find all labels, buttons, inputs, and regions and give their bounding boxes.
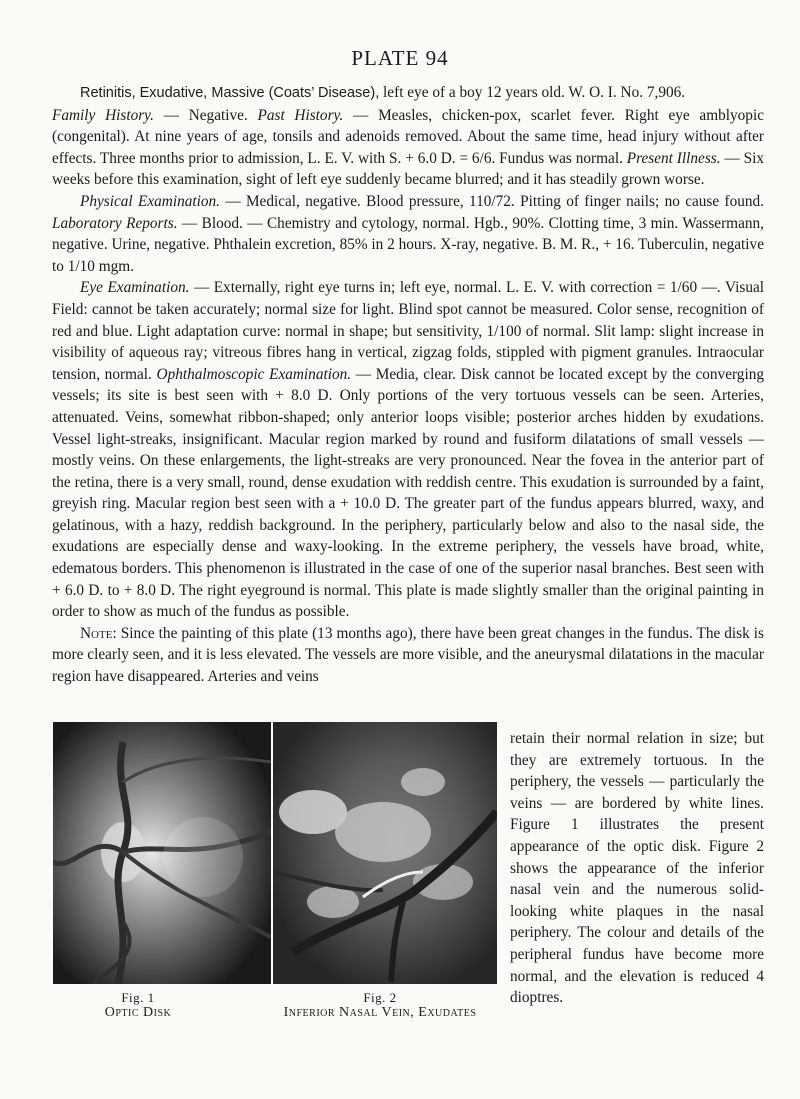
figure-1-title: Optic Disk <box>104 1005 172 1020</box>
case-heading-rest: left eye of a boy 12 years old. W. O. I. No. 7,906. <box>379 84 686 101</box>
note-text: : Since the painting of this plate (13 months ago), there have been great changes in the fundus. The disk is more clearly seen, and it is less elevated. The vessels are more visible, and the aneurysmal dilatations in the macular region have disappeared. Arteries and veins <box>52 624 764 686</box>
note-label: Note <box>80 624 113 642</box>
figure-1-caption <box>53 990 223 1020</box>
past-history-text: — Measles, chicken-pox, scarlet fever. Right eye amblyopic (congenital). At nine years of age, tonsils and adenoids removed. About the same time, head injury without after effects. Three months prior to admission, L. E. V. with S. + 6.0 D. = 6/6. Fundus was normal. <box>52 106 764 167</box>
case-heading: Retinitis, Exudative, Massive (Coats’ Disease), <box>80 85 380 101</box>
eye-exam-paragraph <box>52 277 764 623</box>
lab-reports-text: — Blood. — Chemistry and cytology, normal. Hgb., 90%. Clotting time, 3 min. Wassermann, negative. Urine, negative. Phthalein excretion, 85% in 2 hours. X-ray, negative. B. M. R., + 16. Tuberculin, negative to 1/10 mgm. <box>52 214 764 275</box>
physical-exam-label: Physical Examination. <box>80 192 220 210</box>
ophthalmoscopic-label: Ophthalmoscopic Examination. <box>156 365 352 383</box>
eye-exam-label: Eye Examination. <box>80 279 190 297</box>
physical-exam-paragraph <box>52 191 764 277</box>
note-paragraph <box>52 623 764 688</box>
lab-reports-label: Laboratory Reports. <box>52 214 178 232</box>
figure-2-number: Fig. 2 <box>363 990 397 1005</box>
ophthalmoscopic-text: — Media, clear. Disk cannot be located except by the converging vessels; its site is best seen with + 8.0 D. Only portions of the very tortuous vessels can be seen. Arteries, attenuated. Veins, somewhat ribbon-shaped; only anterior loops visible; posterior arches hidden by exudations. Vessel light-streaks, insignificant. Macular region marked by round and fusiform dilatations of small vessels — mostly veins. On these enlargements, the light-streaks are very pronounced. Near the fovea in the anterior part of the retina, there is a very small, round, dense exudation with reddish centre. This exudation is surrounded by a faint, greyish ring. Macular region best seen with a + 10.0 D. The greater part of the fundus appears blurred, waxy, and gelatinous, with a hazy, reddish background. In the periphery, particularly below and also to the nasal side, the exudations are especially dense and waxy-looking. In the extreme periphery, the vessels have broad, white, edematous borders. This phenomenon is illustrated in the case of one of the superior nasal branches. Best seen with + 6.0 D. to + 8.0 D. The right eyeground is normal. This plate is made slightly smaller than the original painting in order to show as much of the fundus as possible. <box>52 365 764 621</box>
case-heading-paragraph <box>52 82 764 191</box>
past-history-label: Past History. <box>257 106 344 124</box>
note-continued-text: retain their normal relation in size; but they are extremely tortuous. In the periphery, the vessels — particularly the veins — are bordered by white lines. Figure 1 illustrates the present appearance of the optic disk. Figure 2 shows the appearance of the inferior nasal vein and the numerous solid-looking white plaques in the nasal periphery. The colour and details of the peripheral fundus have become more normal, and the elevation is reduced 4 dioptres. <box>510 730 764 1007</box>
figure-1-number: Fig. 1 <box>121 990 155 1005</box>
figure-panel <box>53 722 497 984</box>
inferior-nasal-vein-photo <box>273 722 497 984</box>
page-title: PLATE 94 <box>351 46 449 70</box>
figure-2-caption <box>253 990 507 1020</box>
eye-exam-text: — Externally, right eye turns in; left eye, normal. L. E. V. with correction = 1/60 —. Visual Field: cannot be taken accurately; normal size for light. Blind spot cannot be measured. Color sense, recognition of red and blue. Light adaptation curve: normal in shape; but sensitivity, 1/100 of normal. Slit lamp: slight increase in visibility of aqueous ray; vitreous fibres hang in vertical, zigzag folds, stippled with pigment granules. Intraocular tension, normal. <box>52 279 765 383</box>
present-illness-label: Present Illness. <box>626 149 721 167</box>
physical-exam-text: — Medical, negative. Blood pressure, 110/72. Pitting of finger nails; no cause found. <box>220 192 764 210</box>
present-illness-text: — Six weeks before this examination, sight of left eye suddenly became blurred; and it has steadily grown worse. <box>52 149 764 189</box>
optic-disk-photo <box>53 722 271 984</box>
family-history-label: Family History. <box>52 106 154 124</box>
family-history-text: — Negative. <box>153 106 248 124</box>
figure-2-title: Inferior Nasal Vein, Exudates <box>283 1005 477 1020</box>
case-report-text <box>52 82 764 688</box>
